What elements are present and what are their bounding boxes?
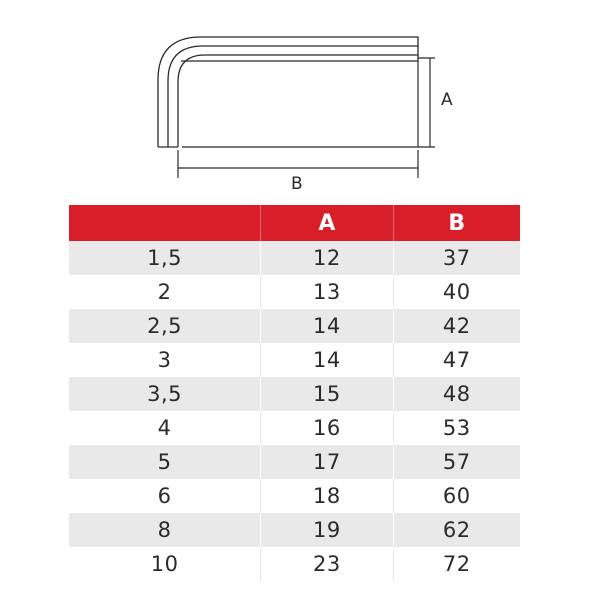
table-row [69,479,520,513]
table-header [69,205,520,241]
size-cell: 3,5 [147,382,183,406]
b-cell: 72 [393,547,520,581]
table-row [69,547,520,581]
dimension-table [69,205,520,581]
table-row [69,445,520,479]
table-row [69,343,520,377]
table-row [69,309,520,343]
size-cell: 6 [157,484,172,508]
a-cell: 23 [260,547,392,581]
key-outer-edge [158,37,418,147]
size-cell: 1,5 [147,246,183,270]
size-cell: 5 [157,450,172,474]
size-cell: 8 [157,518,172,542]
b-cell: 42 [393,309,520,343]
a-cell: 16 [260,411,392,445]
table-row [69,377,520,411]
b-cell: 37 [393,241,520,275]
table-row [69,241,520,275]
a-cell: 13 [260,275,392,309]
size-cell: 10 [150,552,179,576]
size-cell: 4 [157,416,172,440]
b-cell: 40 [393,275,520,309]
a-cell: 14 [260,343,392,377]
dimension-lines [178,58,435,178]
a-cell: 17 [260,445,392,479]
hex-key-outline [158,37,418,147]
dimension-label-a: A [441,90,453,110]
b-cell: 47 [393,343,520,377]
a-cell: 19 [260,513,392,547]
table-body [69,241,520,581]
header-cell-a: A [260,205,392,241]
hex-key-drawing [0,0,600,200]
header-cell-b: B [393,205,520,241]
table-row [69,275,520,309]
size-cell: 2,5 [147,314,183,338]
dimension-label-b: B [291,174,303,194]
a-cell: 14 [260,309,392,343]
b-cell: 53 [393,411,520,445]
table-row [69,513,520,547]
a-cell: 18 [260,479,392,513]
key-inner-edge [178,55,418,147]
b-cell: 62 [393,513,520,547]
size-cell: 2 [157,280,172,304]
hex-key-diagram [0,0,600,200]
size-cell: 3 [157,348,172,372]
header-cell-size [69,205,260,241]
table-row [69,411,520,445]
b-cell: 57 [393,445,520,479]
a-cell: 15 [260,377,392,411]
a-cell: 12 [260,241,392,275]
b-cell: 48 [393,377,520,411]
b-cell: 60 [393,479,520,513]
